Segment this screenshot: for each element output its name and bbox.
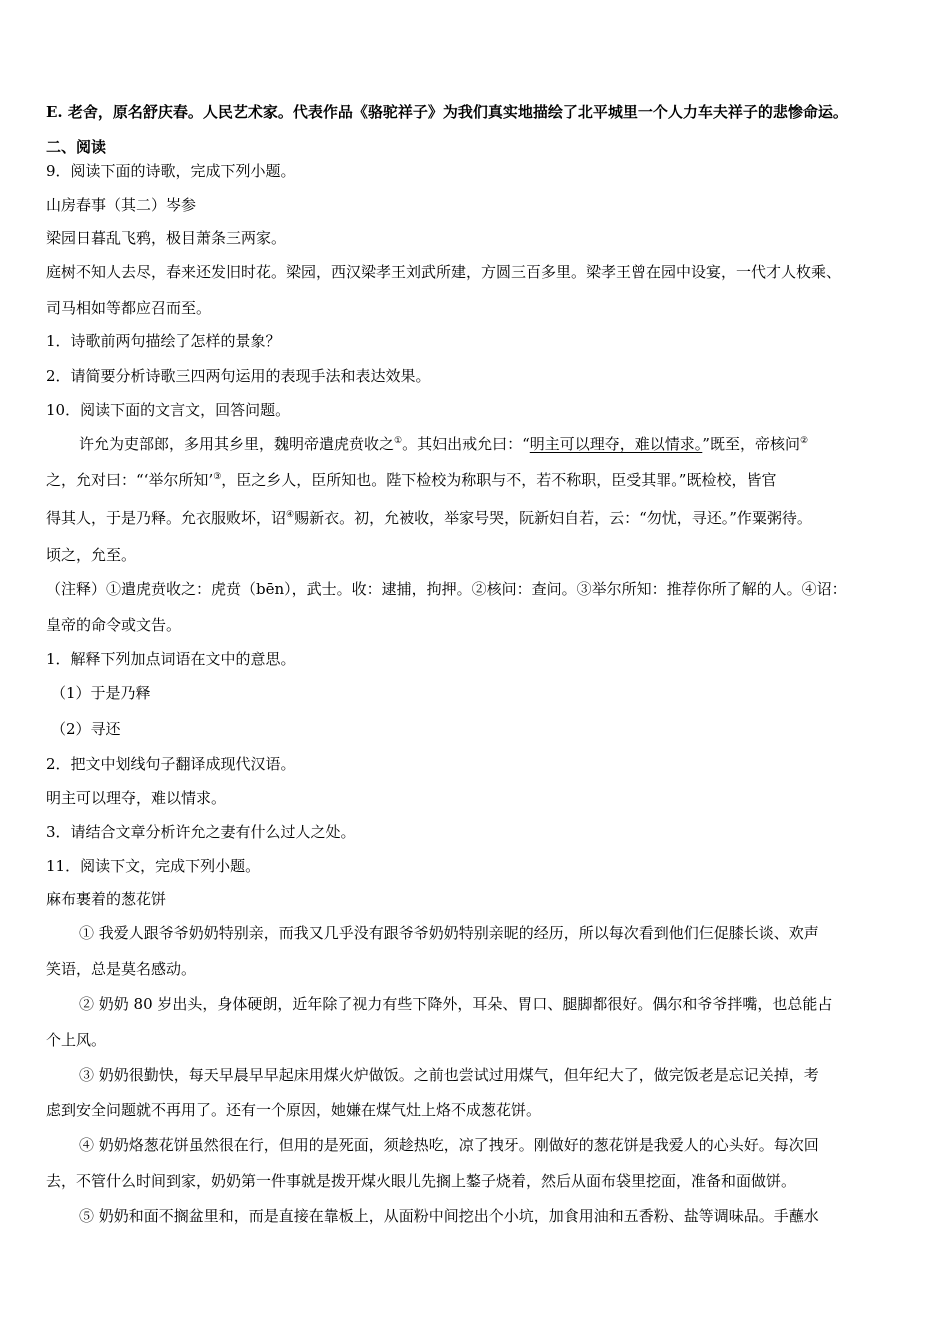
q11-para3-line2: 虑到安全问题就不再用了。还有一个原因，她嫌在煤气灶上烙不成葱花饼。 xyxy=(46,1101,542,1119)
q11-para1-line2: 笑语，总是莫名感动。 xyxy=(46,960,197,978)
q9-sub2: 2．请简要分析诗歌三四两句运用的表现手法和表达效果。 xyxy=(46,367,431,385)
q10-sub2-text: 明主可以理夺，难以情求。 xyxy=(46,789,227,807)
q11-para3-line1: ③ 奶奶很勤快，每天早晨早早起床用煤火炉做饭。之前也尝试过用煤气，但年纪大了，做完饭老是忘记关掉，考 xyxy=(79,1066,819,1084)
q11-para1-line1: ① 我爱人跟爷爷奶奶特别亲，而我又几乎没有跟爷爷奶奶特别亲昵的经历，所以每次看到他们仨促膝长谈、欢声 xyxy=(79,924,819,942)
q11-para4-line2: 去，不管什么时间到家，奶奶第一件事就是拨开煤火眼儿先搁上鏊子烧着，然后从面布袋里挖面，准备和面做饼。 xyxy=(46,1172,797,1190)
note-marker-1: ① xyxy=(394,436,403,446)
note-marker-3: ③ xyxy=(213,472,222,482)
q11-para4-line1: ④ 奶奶烙葱花饼虽然很在行，但用的是死面，须趁热吃，凉了拽牙。刚做好的葱花饼是我爱人的心头好。每次回 xyxy=(79,1136,819,1154)
q10-sub2: 2．把文中划线句子翻译成现代汉语。 xyxy=(46,755,296,773)
q9-poem-line2: 庭树不知人去尽，春来还发旧时花。梁园，西汉梁孝王刘武所建，方圆三百多里。梁孝王曾在园中设宴，一代才人枚乘、 xyxy=(46,263,842,281)
q10-p2b: ，臣之乡人，臣所知也。陛下检校为称职与不，若不称职，臣受其罪。”既检校，皆官 xyxy=(221,471,777,489)
note-marker-4: ④ xyxy=(286,510,295,520)
q10-p1c: ”既至，帝核问 xyxy=(702,435,800,453)
q9-prompt: 9．阅读下面的诗歌，完成下列小题。 xyxy=(46,162,296,180)
q10-p1a: 许允为吏部郎，多用其乡里，魏明帝遣虎贲收之 xyxy=(79,435,395,453)
underlined-sentence: 明主可以理夺，难以情求。 xyxy=(529,435,703,453)
q11-para2-line2: 个上风。 xyxy=(46,1031,107,1049)
option-e: E. 老舍，原名舒庆春。人民艺术家。代表作品《骆驼祥子》为我们真实地描绘了北平城里一个人力车夫祥子的悲惨命运。 xyxy=(46,103,848,121)
q9-poem-line1: 梁园日暮乱飞鸦，极目萧条三两家。 xyxy=(46,229,287,247)
q10-sub3: 3．请结合文章分析许允之妻有什么过人之处。 xyxy=(46,823,356,841)
q9-poem-note: 司马相如等都应召而至。 xyxy=(46,299,212,317)
q11-title: 麻布裹着的葱花饼 xyxy=(46,890,167,908)
q10-notes-line1: （注释）①遣虎贲收之：虎贲（bēn），武士。收：逮捕，拘押。②核问：查问。③举尔所知：推荐你所了解的人。④诏： xyxy=(46,580,847,598)
q10-notes-line2: 皇帝的命令或文告。 xyxy=(46,616,182,634)
q11-para2-line1: ② 奶奶 80 岁出头，身体硬朗，近年除了视力有些下降外，耳朵、胃口、腿脚都很好。偶尔和爷爷拌嘴，也总能占 xyxy=(79,995,833,1013)
q9-sub1: 1．诗歌前两句描绘了怎样的景象？ xyxy=(46,332,281,350)
q11-para5-line1: ⑤ 奶奶和面不搁盆里和，而是直接在靠板上，从面粉中间挖出个小坑，加食用油和五香粉、盐等调味品。手蘸水 xyxy=(79,1207,819,1225)
q11-prompt: 11．阅读下文，完成下列小题。 xyxy=(46,857,261,875)
note-marker-2: ② xyxy=(799,436,809,446)
q10-passage-line1 xyxy=(79,434,908,454)
q10-p2a: 之，允对曰：“‘举尔所知’ xyxy=(46,471,214,489)
q10-p1b: 。其妇出戒允曰：“ xyxy=(402,435,530,453)
q10-passage-line2 xyxy=(46,470,908,490)
q10-p3b: 赐新衣。初，允被收，举家号哭，阮新妇自若，云：“勿忧，寻还。”作粟粥待。 xyxy=(294,509,812,527)
q10-prompt: 10．阅读下面的文言文，回答问题。 xyxy=(46,401,291,419)
q9-poem-title: 山房春事（其二）岑参 xyxy=(46,196,197,214)
q10-p3a: 得其人，于是乃释。允衣服败坏，诏 xyxy=(46,509,287,527)
q10-sub1-a: （1）于是乃释 xyxy=(51,684,151,702)
section-title: 二、阅读 xyxy=(46,138,107,156)
q10-passage-line4: 顷之，允至。 xyxy=(46,546,137,564)
q10-sub1: 1．解释下列加点词语在文中的意思。 xyxy=(46,650,296,668)
q10-passage-line3 xyxy=(46,508,908,528)
q10-sub1-b: （2）寻还 xyxy=(51,720,121,738)
